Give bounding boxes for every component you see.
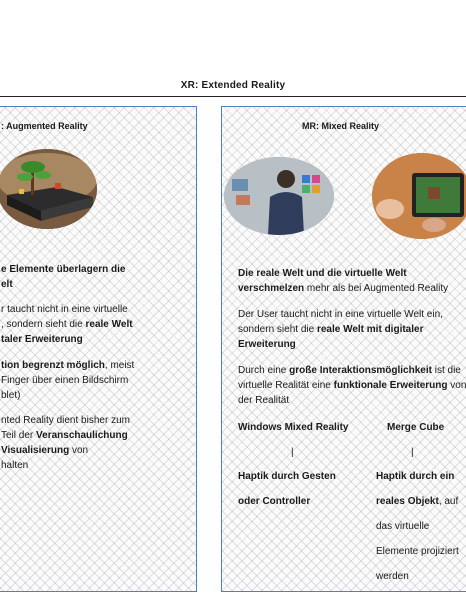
mr-tablet-graphic bbox=[372, 153, 466, 239]
ar-board-graphic bbox=[0, 149, 97, 229]
mr-p2-line3: Erweiterung bbox=[238, 339, 296, 350]
mr-headset-image bbox=[224, 157, 334, 235]
ar-p3-line3: blet) bbox=[1, 390, 21, 401]
ar-p2-line1: r taucht nicht in eine virtuelle bbox=[1, 304, 128, 315]
ar-illustration-image bbox=[0, 149, 97, 229]
mr-panel-title: MR: Mixed Reality bbox=[302, 121, 380, 131]
ar-p4-line3: Visualisierung von bbox=[1, 445, 89, 456]
merge-cube-detail-line3: das virtuelle bbox=[376, 521, 430, 532]
mr-p1-line1: Die reale Welt und die virtuelle Welt bbox=[238, 268, 407, 279]
windows-mixed-reality-heading: Windows Mixed Reality bbox=[238, 422, 349, 433]
ar-p4-line2: Teil der Veranschaulichung bbox=[1, 430, 128, 441]
ar-p4-line4: halten bbox=[1, 460, 29, 471]
ar-p1-line1: e Elemente überlagern die bbox=[1, 264, 126, 275]
merge-cube-divider: | bbox=[411, 447, 414, 458]
ar-p2-line3: taler Erweiterung bbox=[1, 334, 83, 345]
mr-p1-line2: verschmelzen mehr als bei Augmented Reality bbox=[238, 283, 449, 294]
mr-p3-line3: der Realität bbox=[238, 395, 290, 406]
ar-p3-line2: Finger über einen Bildschirm bbox=[1, 375, 129, 386]
windows-mr-detail-line1: Haptik durch Gesten bbox=[238, 471, 336, 482]
merge-cube-detail-line5: werden bbox=[376, 571, 409, 582]
windows-mr-detail-line2: oder Controller bbox=[238, 496, 311, 507]
mr-p3-line1: Durch eine große Interaktionsmöglichkeit ist die bbox=[238, 365, 461, 376]
mr-headset-graphic bbox=[224, 157, 334, 235]
merge-cube-detail-line1: Haptik durch ein bbox=[376, 471, 455, 482]
ar-p1-line2: elt bbox=[1, 279, 13, 290]
windows-mr-divider: | bbox=[291, 447, 294, 458]
title-divider bbox=[0, 96, 466, 97]
mr-tablet-image bbox=[372, 153, 466, 239]
merge-cube-detail-line4: Elemente projiziert bbox=[376, 546, 459, 557]
mr-p2-line1: Der User taucht nicht in eine virtuelle Welt ein, bbox=[238, 309, 443, 320]
ar-p2-line2: , sondern sieht die reale Welt bbox=[1, 319, 133, 330]
ar-p4-line1: nted Reality dient bisher zum bbox=[1, 415, 130, 426]
merge-cube-detail-line2: reales Objekt, auf bbox=[376, 496, 459, 507]
page-title: XR: Extended Reality bbox=[180, 80, 286, 91]
ar-panel bbox=[0, 106, 197, 592]
ar-panel-title: : Augmented Reality bbox=[1, 121, 88, 131]
mr-panel bbox=[221, 106, 466, 592]
ar-p3-line1: tion begrenzt möglich, meist bbox=[1, 360, 135, 371]
merge-cube-heading: Merge Cube bbox=[387, 422, 445, 433]
mr-p3-line2: virtuelle Realität eine funktionale Erweiterung von bbox=[238, 380, 466, 391]
mr-p2-line2: sondern sieht die reale Welt mit digitaler bbox=[238, 324, 424, 335]
